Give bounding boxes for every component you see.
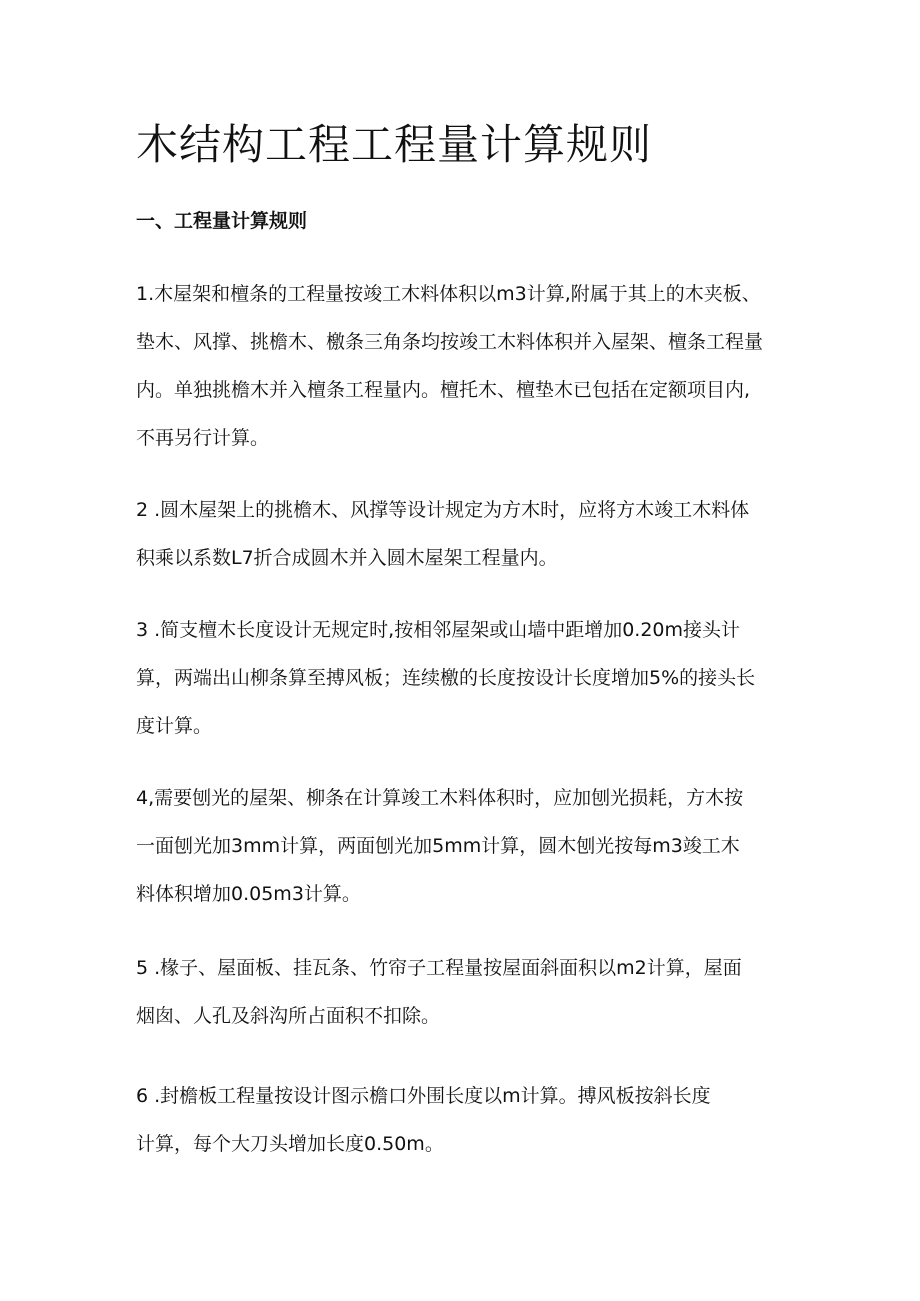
paragraph-line: 积乘以系数L7折合成圆木并入圆木屋架工程量内。: [136, 547, 558, 569]
paragraph-line: 2 .圆木屋架上的挑檐木、风撑等设计规定为方木时，应将方木竣工木料体: [136, 499, 750, 521]
paragraph-line: 一面刨光加3mm计算，两面刨光加5mm计算，圆木刨光按每m3竣工木: [136, 835, 740, 857]
section-heading: 一、工程量计算规则: [136, 210, 308, 232]
paragraph-line: 垫木、风撑、挑檐木、檄条三角条均按竣工木料体积并入屋架、檀条工程量: [136, 331, 764, 353]
rule-paragraph-6: [136, 1072, 796, 1168]
paragraph-line: 烟囱、人孔及斜沟所占面积不扣除。: [136, 1005, 441, 1027]
paragraph-line: 计算，每个大刀头增加长度0.50m。: [136, 1133, 444, 1155]
rule-paragraph-2: [136, 486, 796, 582]
paragraph-line: 5 .椽子、屋面板、挂瓦条、竹帘子工程量按屋面斜面积以m2计算，屋面: [136, 957, 742, 979]
paragraph-line: 6 .封檐板工程量按设计图示檐口外围长度以m计算。搏风板按斜长度: [136, 1085, 711, 1107]
document-title: 木结构工程工程量计算规则: [136, 120, 653, 169]
paragraph-line: 度计算。: [136, 715, 213, 737]
paragraph-line: 3 .简支檀木长度设计无规定时,按相邻屋架或山墙中距增加0.20m接头计: [136, 619, 741, 641]
paragraph-line: 料体积增加0.05m3计算。: [136, 883, 361, 905]
rule-paragraph-1: [136, 270, 796, 462]
rule-paragraph-5: [136, 944, 796, 1040]
paragraph-line: 内。单独挑檐木并入檀条工程量内。檀托木、檀垫木已包括在定额项目内,: [136, 379, 751, 401]
paragraph-line: 4,需要刨光的屋架、柳条在计算竣工木料体积时，应加刨光损耗，方木按: [136, 787, 744, 809]
paragraph-line: 不再另行计算。: [136, 427, 270, 449]
rule-paragraph-3: [136, 606, 796, 750]
paragraph-line: 算，两端出山柳条算至搏风板；连续檄的长度按设计长度增加5%的接头长: [136, 667, 756, 689]
rule-paragraph-4: [136, 774, 796, 918]
paragraph-line: 1.木屋架和檀条的工程量按竣工木料体积以m3计算,附属于其上的木夹板、: [136, 283, 761, 305]
